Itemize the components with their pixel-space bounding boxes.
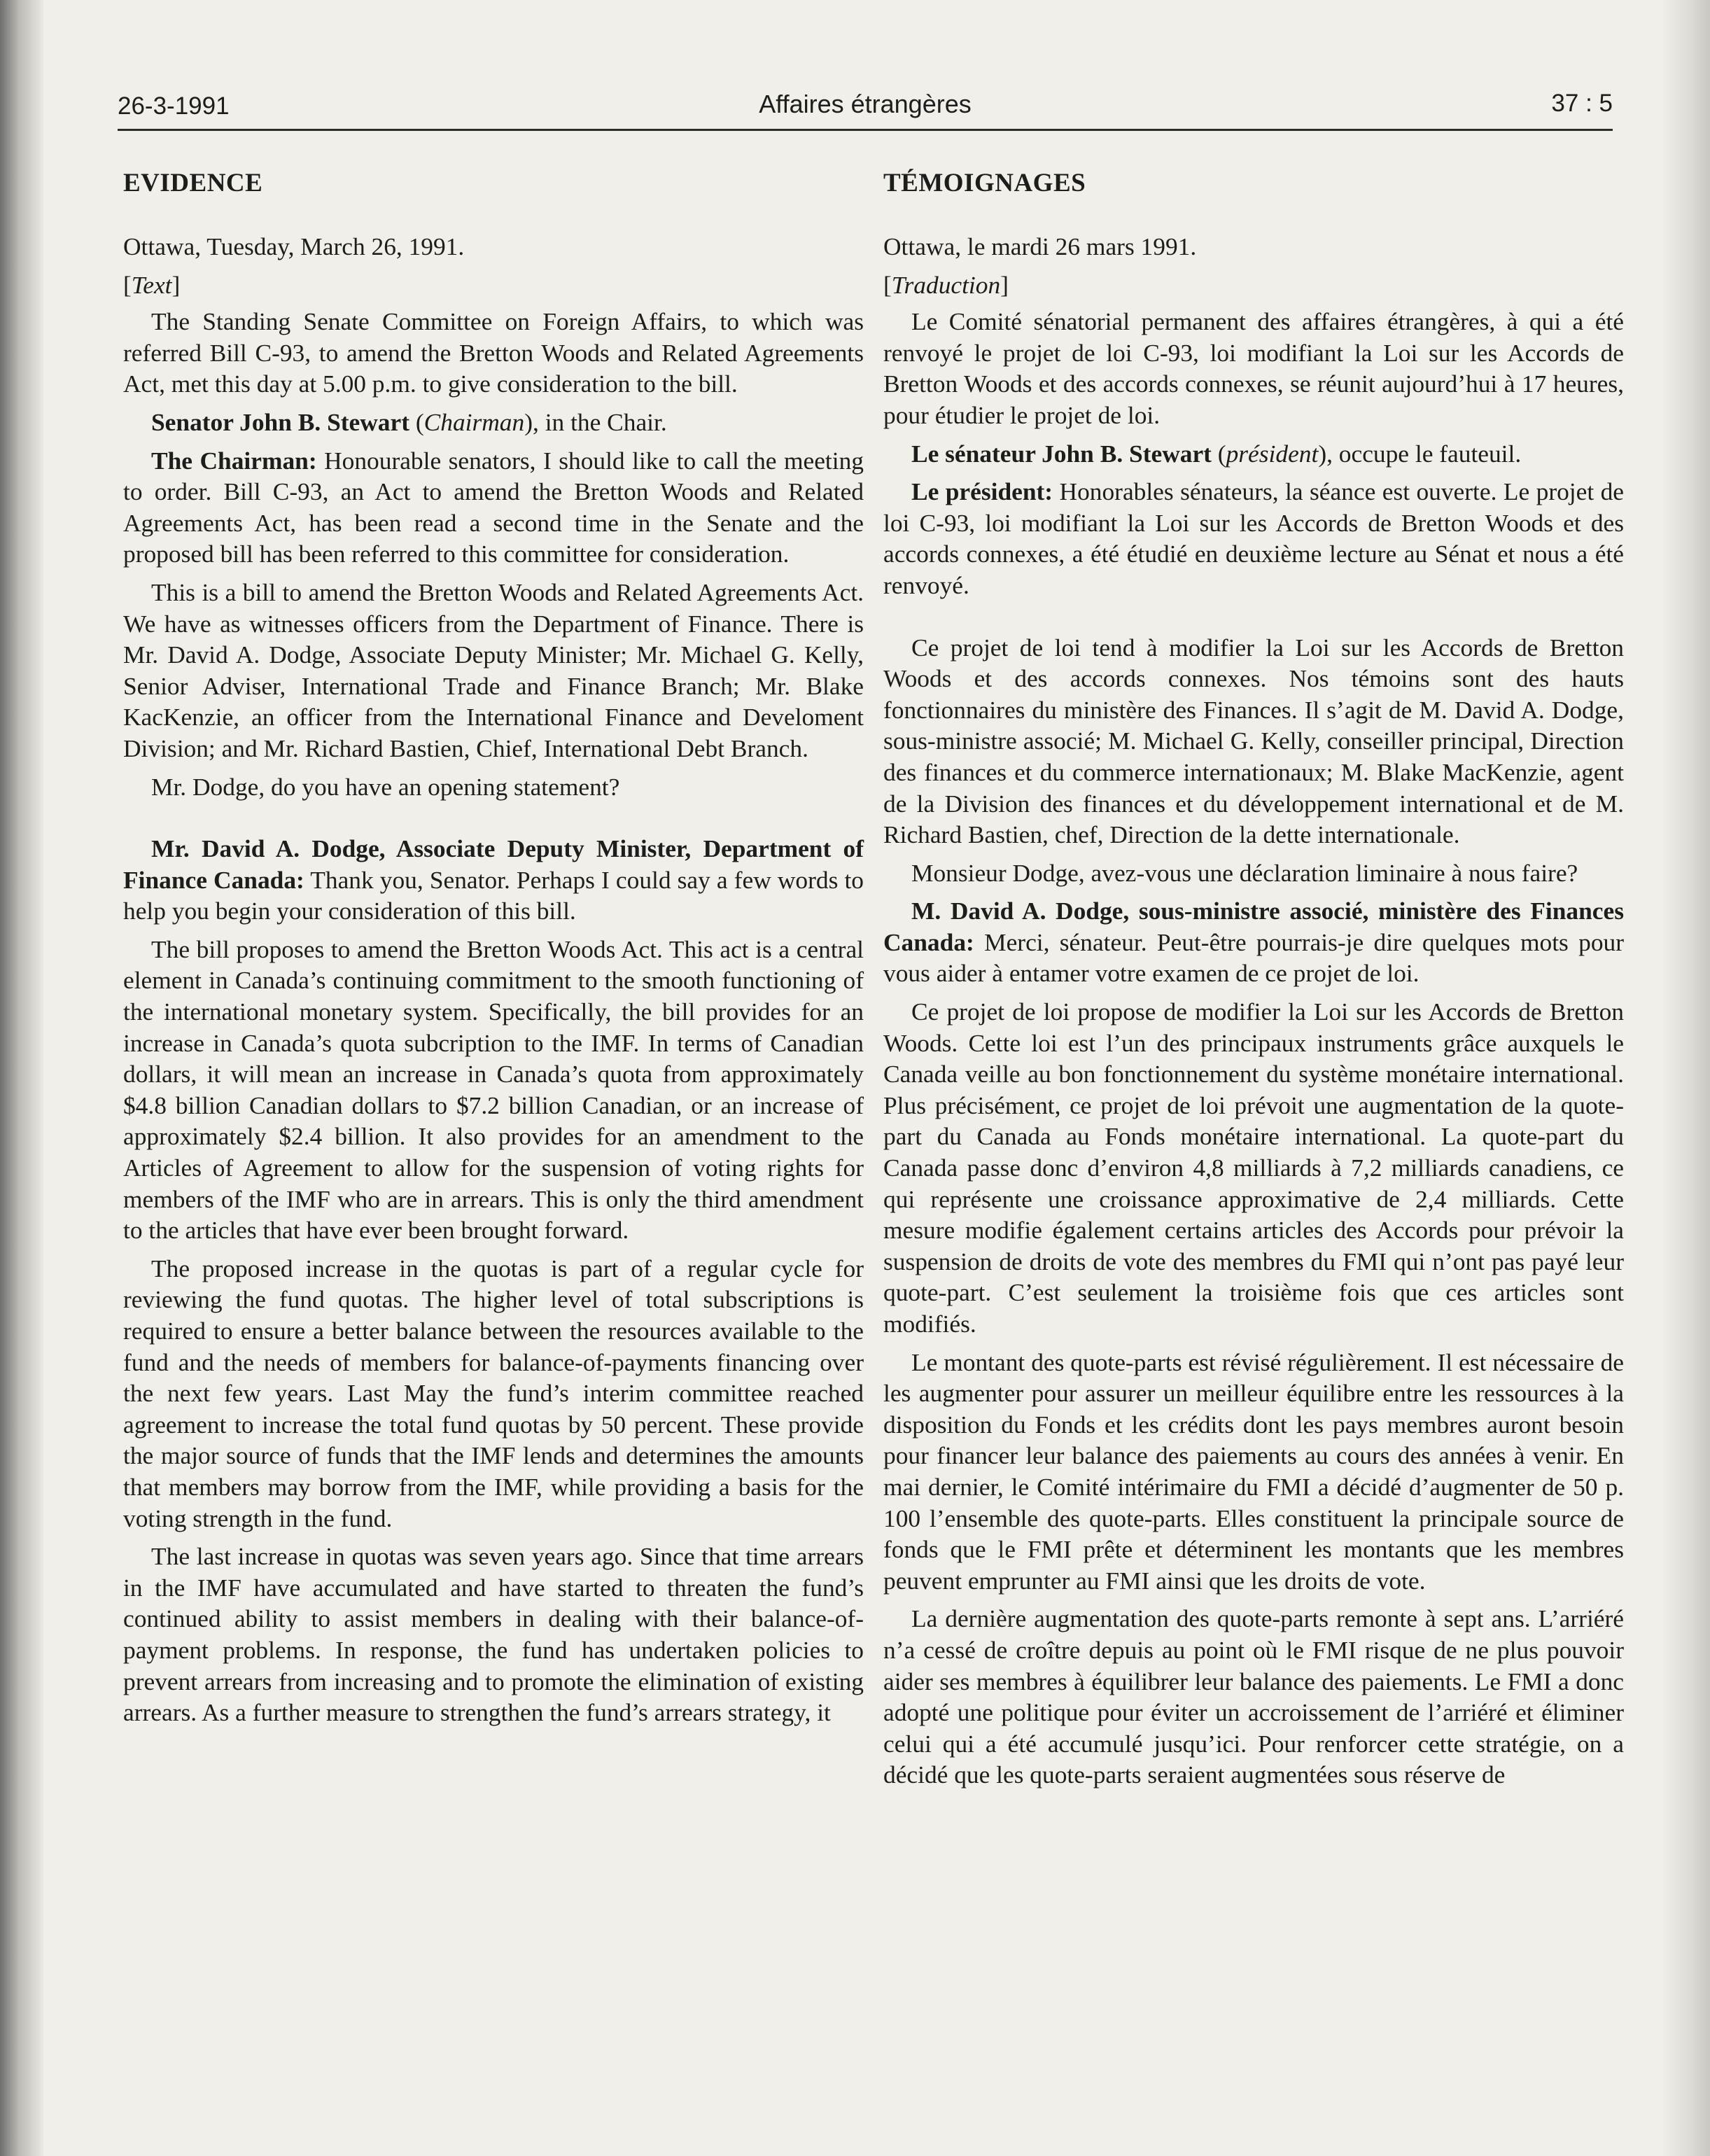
english-chair-name: Senator John B. Stewart [151, 407, 409, 436]
english-chair-rest: , in the Chair. [533, 407, 667, 436]
french-paragraph-5 [883, 895, 1624, 989]
header-rule [118, 129, 1613, 131]
english-paragraph-7: The proposed increase in the quotas is part of a regular cycle for reviewing the fund quotas. The higher level of total subscriptions is required to ensure a better balance between the resources available to the fund and the needs of members for balance-of-payments financing over the next few years. Last May the fund’s interim committee reached agreement to increase the total fund quotas by 50 percent. These provide the major source of funds that the IMF lends and determines the amounts that members may borrow from the IMF, while providing a basis for the voting strength in the fund. [123, 1254, 864, 1532]
english-paragraph-5 [123, 833, 864, 927]
french-chair-name: Le sénateur John B. Stewart [911, 439, 1212, 468]
english-chair-line: Senator John B. Stewart (Chairman), in the Chair. [151, 407, 667, 436]
french-column [883, 167, 1624, 1798]
scan-binding-shadow [0, 0, 43, 2156]
french-paragraph-8: La dernière augmentation des quote-parts remonte à sept ans. L’arriéré n’a cessé de croître depuis au point où le FMI risque de ne plus pouvoir aider ses membres à équilibrer leur balance des paiements. Le FMI a donc adopté une politique pour éviter un accroissement de l’arriéré et éliminer celui qui a été accumulé jusqu’ici. Pour renforcer cette stratégie, on a décidé que les quote-parts seraient augmentées sous réserve de [883, 1604, 1624, 1789]
french-speaker-dodge: M. David A. Dodge, sous-ministre associé, ministère des Finances Canada: [883, 897, 1624, 956]
french-paragraph-4: Monsieur Dodge, avez-vous une déclaration liminaire à nous faire? [911, 858, 1578, 887]
page-header [118, 87, 1613, 129]
english-speaker-dodge: Mr. David A. Dodge, Associate Deputy Minister, Department of Finance Canada: [123, 834, 864, 894]
english-column [123, 167, 864, 1735]
english-paragraph-2 [123, 445, 864, 570]
header-date: 26-3-1991 [118, 92, 230, 120]
english-chair-role: Chairman [423, 407, 525, 436]
english-date-line: Ottawa, Tuesday, March 26, 1991. [123, 232, 465, 260]
french-chair-line: Le sénateur John B. Stewart (président), occupe le fauteuil. [911, 439, 1522, 468]
scan-page-edge [1661, 0, 1710, 2156]
english-paragraph-8: The last increase in quotas was seven years ago. Since that time arrears in the IMF have accumulated and have started to threaten the fund’s continued ability to assist members in dealing with their balance-of-payment problems. In response, the fund has undertaken policies to prevent arrears from increasing and to promote the elimination of existing arrears. As a further measure to strengthen the fund’s arrears strategy, it [123, 1542, 864, 1727]
french-speaker-president: Le président: [911, 477, 1053, 506]
french-paragraph-2 [883, 476, 1624, 601]
english-paragraph-5-text: Thank you, Senator. Perhaps I could say a few words to help you begin your consideration of this bill. [123, 865, 864, 925]
french-tag-text: Traduction [891, 270, 1001, 299]
french-date-line: Ottawa, le mardi 26 mars 1991. [883, 232, 1197, 260]
french-paragraph-5-text: Merci, sénateur. Peut-être pourrais-je dire quelques mots pour vous aider à entamer votre examen de ce projet de loi. [883, 927, 1624, 988]
english-heading: EVIDENCE [123, 169, 263, 197]
french-chair-role: président [1226, 439, 1319, 468]
header-page-number: 37 : 5 [1551, 90, 1613, 117]
french-tag: [Traduction] [883, 270, 1009, 299]
english-speaker-chairman: The Chairman: [151, 446, 317, 475]
french-paragraph-3: Ce projet de loi tend à modifier la Loi sur les Accords de Bretton Woods et des accords connexes. Nos témoins sont des hauts fonctionnaires du ministère des Finances. Il s’agit de M. David A. Dodge, sous-ministre associé; M. Michael G. Kelly, conseiller principal, Direction des finances et du commerce internationaux; M. Blake MacKenzie, agent de la Division des finances et du développement international et de M. Richard Bastien, chef, Direction de la dette internationale. [883, 633, 1624, 849]
header-title: Affaires étrangères [759, 90, 972, 118]
english-tag: [Text] [123, 270, 181, 299]
french-paragraph-7: Le montant des quote-parts est révisé régulièrement. Il est nécessaire de les augmenter pour assurer un meilleur équilibre entre les ressources à la disposition du Fonds et les crédits dont les pays membres auront besoin pour financer leur balance des paiements au cours des années à venir. En mai dernier, le Comité intérimaire du FMI a décidé d’augmenter de 50 p. 100 l’ensemble des quote-parts. Elles constituent la principale source de fonds que le FMI prête et déterminent les montants que les membres peuvent emprunter au FMI ainsi que les droits de vote. [883, 1348, 1624, 1595]
english-paragraph-3: This is a bill to amend the Bretton Woods and Related Agreements Act. We have as witnesses officers from the Department of Finance. There is Mr. David A. Dodge, Associate Deputy Minister; Mr. Michael G. Kelly, Senior Adviser, International Trade and Finance Branch; Mr. Blake KacKenzie, an officer from the International Finance and Develoment Division; and Mr. Richard Bastien, Chief, International Debt Branch. [123, 578, 864, 762]
english-paragraph-6: The bill proposes to amend the Bretton Woods Act. This act is a central element in Canada’s continuing commitment to the smooth functioning of the international monetary system. Specifically, the bill provides for an increase in Canada’s quota subcription to the IMF. In terms of Canadian dollars, it will mean an increase in Canada’s quota from approximately $4.8 billion Canadian dollars to $7.2 billion Canadian, or an increase of approximately $2.4 billion. It also provides for an amendment to the Articles of Agreement to allow for the suspension of voting rights for members of the IMF who are in arrears. This is only the third amendment to the articles that have ever been brought forward. [123, 934, 864, 1245]
french-paragraph-2-text: Honorables sénateurs, la séance est ouverte. Le projet de loi C-93, loi modifiant la Loi sur les Accords de Bretton Woods et des accords connexes, a été étudié en deuxième lecture au Sénat et nous a été renvoyé. [883, 477, 1624, 599]
english-paragraph-1: The Standing Senate Committee on Foreign Affairs, to which was referred Bill C-93, to amend the Bretton Woods and Related Agreements Act, met this day at 5.00 p.m. to give consideration to the bill. [123, 307, 864, 398]
english-paragraph-2-text: Honourable senators, I should like to call the meeting to order. Bill C-93, an Act to amend the Bretton Woods and Related Agreements Act, has been read a second time in the Senate and the proposed bill has been referred to this committee for consideration. [123, 446, 864, 568]
french-chair-rest: , occupe le fauteuil. [1326, 439, 1522, 468]
english-tag-text: Text [131, 270, 172, 299]
french-paragraph-6: Ce projet de loi propose de modifier la Loi sur les Accords de Bretton Woods. Cette loi est l’un des principaux instruments grâce auxquels le Canada veille au bon fonctionnement du système monétaire international. Plus précisément, ce projet de loi prévoit une augmentation de la quote-part du Canada au Fonds monétaire international. La quote-part du Canada passe donc d’environ 4,8 milliards à 7,2 milliards canadiens, ce qui représente une croissance approximative de 2,4 milliards. Cette mesure modifie également certains articles des Accords pour prévoir la suspension de droits de vote des membres du FMI qui n’ont pas payé leur quote-part. C’est seulement la troisième fois que ces articles sont modifiés. [883, 997, 1624, 1338]
french-heading: TÉMOIGNAGES [883, 169, 1086, 197]
french-paragraph-1: Le Comité sénatorial permanent des affaires étrangères, à qui a été renvoyé le projet de loi C-93, loi modifiant la Loi sur les Accords de Bretton Woods et des accords connexes, se réunit aujourd’hui à 17 heures, pour étudier le projet de loi. [883, 307, 1624, 429]
english-paragraph-4: Mr. Dodge, do you have an opening statement? [151, 772, 620, 801]
